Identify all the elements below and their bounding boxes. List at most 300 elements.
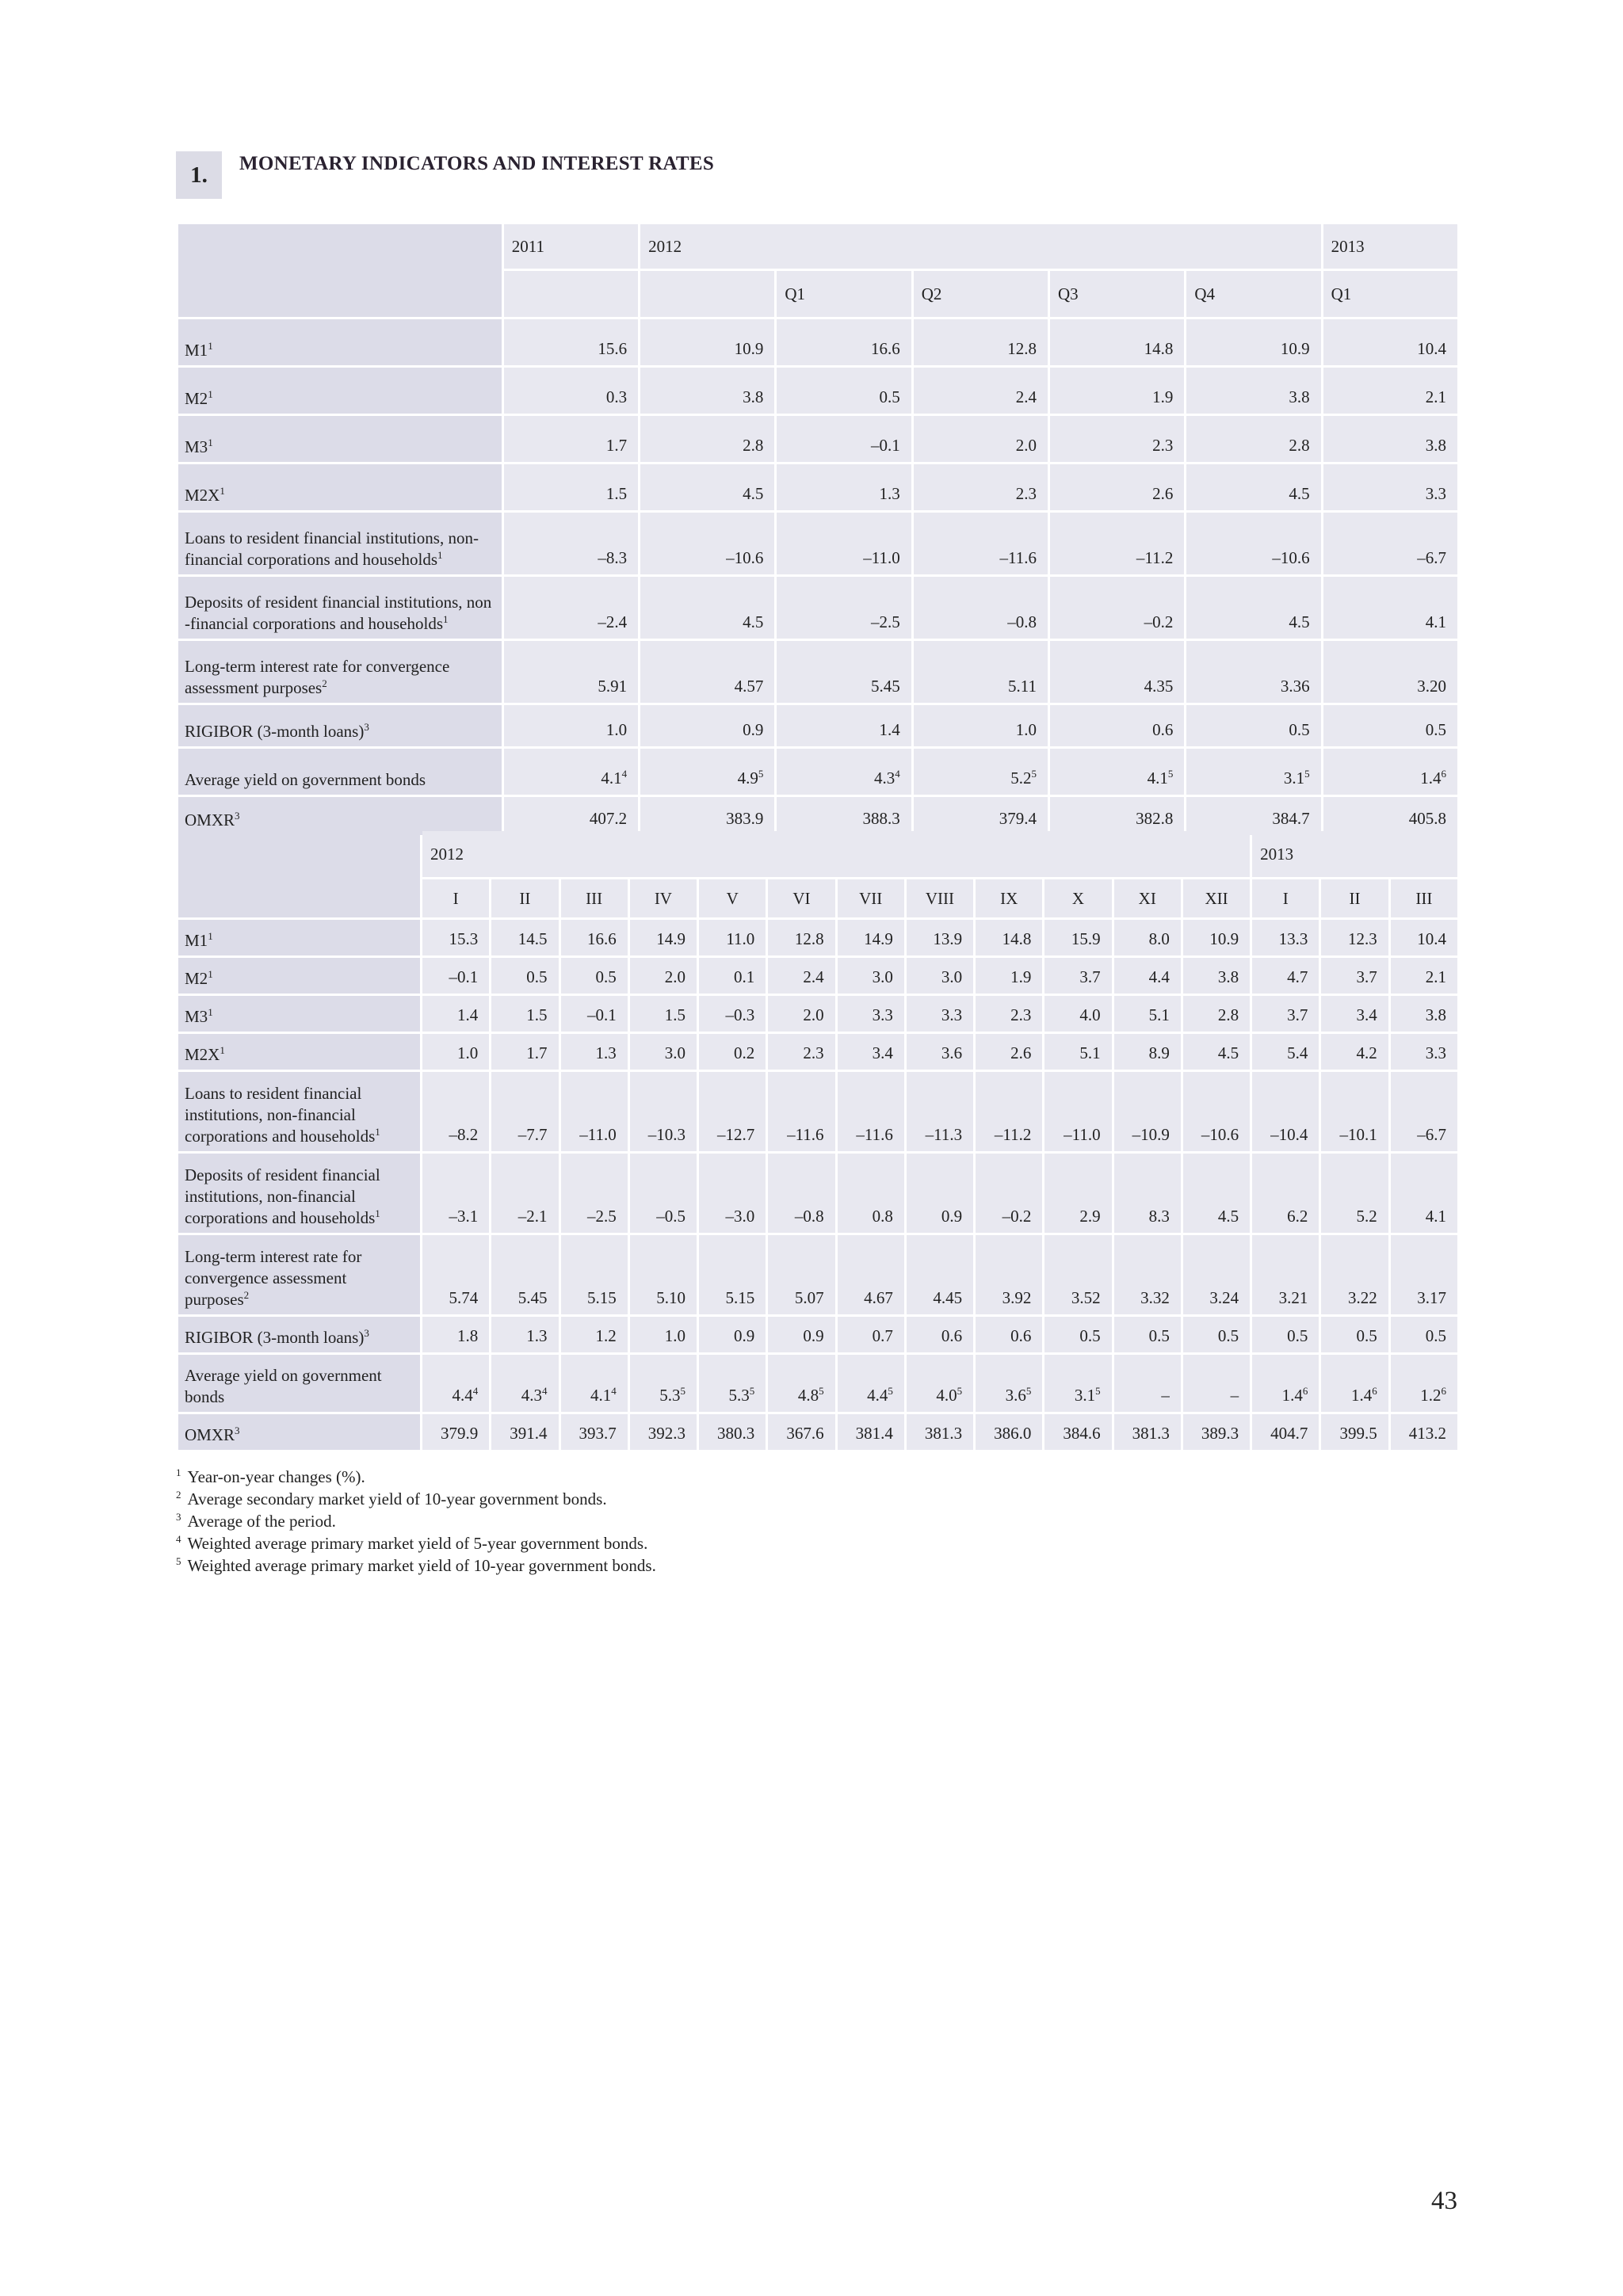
empty-header-cell <box>504 271 638 317</box>
table-cell <box>768 1355 834 1412</box>
cell-value: 10.4 <box>1417 339 1446 358</box>
cell-value: – <box>1161 1386 1170 1405</box>
table-cell <box>1114 1034 1181 1070</box>
table-cell <box>838 1414 904 1450</box>
cell-value: 14.8 <box>1144 339 1174 358</box>
footnote-ref: 1 <box>208 388 213 400</box>
table-cell <box>1252 1414 1319 1450</box>
row-label <box>178 958 420 994</box>
cell-value: –11.3 <box>925 1125 963 1144</box>
table-cell <box>699 1355 766 1412</box>
cell-value: 381.3 <box>1132 1424 1170 1443</box>
table-cell <box>561 1414 628 1450</box>
cell-value: 3.8 <box>1217 967 1239 986</box>
table-cell <box>1321 958 1388 994</box>
cell-value: 5.2 <box>1356 1207 1377 1226</box>
table-cell <box>1391 1235 1457 1314</box>
quarter-header: Q4 <box>1186 271 1320 317</box>
cell-value: 386.0 <box>994 1424 1032 1443</box>
cell-value: 5.1 <box>1079 1043 1101 1062</box>
month-header: I <box>422 879 489 917</box>
row-label-text: OMXR <box>185 810 235 830</box>
empty-header-cell <box>640 271 774 317</box>
cell-value: 4.5 <box>1217 1207 1239 1226</box>
table-cell <box>907 1235 973 1314</box>
table-cell <box>1114 1235 1181 1314</box>
table-cell <box>561 1072 628 1151</box>
cell-value: –10.9 <box>1132 1125 1170 1144</box>
table-cell <box>1183 920 1250 955</box>
cell-value: 1.9 <box>1010 967 1032 986</box>
cell-value: 3.6 <box>941 1043 963 1062</box>
cell-value: 10.9 <box>1280 339 1310 358</box>
cell-value: 1.5 <box>526 1005 548 1024</box>
table-cell <box>976 958 1042 994</box>
table-cell <box>768 1034 834 1070</box>
row-label <box>178 1414 420 1450</box>
table-cell <box>504 319 638 365</box>
cell-value: 2.6 <box>1010 1043 1032 1062</box>
table-row <box>178 513 1457 574</box>
cell-value: 2.3 <box>803 1043 824 1062</box>
cell-value: 407.2 <box>589 809 628 828</box>
cell-value: 15.9 <box>1071 929 1101 948</box>
table-cell <box>699 1072 766 1151</box>
table-cell <box>1114 996 1181 1032</box>
table-cell <box>777 705 911 746</box>
cell-value: 4.5 <box>743 612 764 631</box>
footnote-ref: 2 <box>322 677 327 689</box>
table-row <box>178 1317 1457 1352</box>
table-cell <box>1321 1235 1388 1314</box>
cell-value: 5.1 <box>1148 1005 1170 1024</box>
table-cell <box>1050 368 1184 414</box>
cell-value: 0.9 <box>941 1207 963 1226</box>
footnote-ref: 5 <box>888 1385 893 1397</box>
cell-value: –12.7 <box>717 1125 755 1144</box>
month-header: VI <box>768 879 834 917</box>
row-label-text: RIGIBOR (3-month loans) <box>185 722 365 741</box>
table-cell <box>1044 958 1111 994</box>
table-cell <box>1183 1034 1250 1070</box>
cell-value: –0.1 <box>449 967 479 986</box>
month-header: II <box>1321 879 1388 917</box>
month-header: XI <box>1114 879 1181 917</box>
cell-value: 388.3 <box>862 809 900 828</box>
cell-value: 1.4 <box>1350 1386 1373 1405</box>
table-cell <box>768 1414 834 1450</box>
row-label-text: Average yield on government bonds <box>185 770 426 789</box>
footnote-ref: 1 <box>437 549 443 561</box>
cell-value: 4.1 <box>1425 612 1446 631</box>
table-cell <box>1050 705 1184 746</box>
table-row <box>178 464 1457 510</box>
table-cell <box>561 1235 628 1314</box>
table-cell <box>914 749 1048 795</box>
table-cell <box>1252 1355 1319 1412</box>
cell-value: 2.3 <box>1015 484 1037 503</box>
cell-value: 405.8 <box>1408 809 1446 828</box>
cell-value: 367.6 <box>786 1424 824 1443</box>
cell-value: –0.2 <box>1144 612 1174 631</box>
cell-value: 1.2 <box>595 1326 617 1345</box>
cell-value: 5.91 <box>598 677 628 696</box>
cell-value: 8.3 <box>1148 1207 1170 1226</box>
header-corner <box>178 831 420 917</box>
month-header: X <box>1044 879 1111 917</box>
cell-value: –0.1 <box>587 1005 617 1024</box>
cell-value: –11.2 <box>1136 548 1174 567</box>
table-cell <box>838 996 904 1032</box>
cell-value: 13.9 <box>933 929 963 948</box>
cell-value: 2.8 <box>1289 436 1310 455</box>
footnote <box>176 1554 656 1577</box>
table-row <box>178 1414 1457 1450</box>
month-header: IV <box>630 879 697 917</box>
cell-value: 389.3 <box>1201 1424 1239 1443</box>
footnote <box>176 1488 656 1510</box>
table-cell <box>914 705 1048 746</box>
cell-value: 0.9 <box>803 1326 824 1345</box>
cell-value: 404.7 <box>1270 1424 1308 1443</box>
footnotes <box>176 1466 656 1577</box>
table-cell <box>1321 1072 1388 1151</box>
table-cell <box>1321 1317 1388 1352</box>
cell-value: 0.5 <box>595 967 617 986</box>
table-cell <box>976 1355 1042 1412</box>
cell-value: 4.45 <box>933 1288 963 1307</box>
table-cell <box>491 958 558 994</box>
cell-value: –0.5 <box>656 1207 686 1226</box>
footnote-ref: 5 <box>749 1385 755 1397</box>
row-label-text: Long-term interest rate for convergence assessment purposes <box>185 1247 362 1309</box>
cell-value: 0.5 <box>1289 720 1310 739</box>
footnote-ref: 1 <box>208 930 213 942</box>
cell-value: 16.6 <box>587 929 617 948</box>
table-cell <box>504 749 638 795</box>
table-cell <box>1183 1154 1250 1233</box>
table-cell <box>422 920 489 955</box>
cell-value: –6.7 <box>1417 1125 1446 1144</box>
table-cell <box>630 1414 697 1450</box>
table-cell <box>838 1072 904 1151</box>
table-cell <box>976 1317 1042 1352</box>
cell-value: 1.8 <box>456 1326 479 1345</box>
table-cell <box>1183 996 1250 1032</box>
cell-value: –11.0 <box>863 548 900 567</box>
table-cell <box>491 1235 558 1314</box>
cell-value: 14.5 <box>517 929 548 948</box>
page-number: 43 <box>1431 2187 1457 2215</box>
footnote-ref: 1 <box>443 613 449 625</box>
cell-value: 399.5 <box>1339 1424 1377 1443</box>
cell-value: 4.4 <box>1148 967 1170 986</box>
table-cell <box>630 1235 697 1314</box>
cell-value: 384.7 <box>1272 809 1310 828</box>
table-cell <box>976 1235 1042 1314</box>
cell-value: 4.1 <box>590 1386 612 1405</box>
cell-value: 2.4 <box>1015 387 1037 406</box>
table-cell <box>1323 577 1457 639</box>
cell-value: –10.6 <box>726 548 764 567</box>
footnote-ref: 1 <box>208 968 213 980</box>
table-cell <box>1323 416 1457 462</box>
table-cell <box>914 319 1048 365</box>
table-cell <box>914 368 1048 414</box>
cell-value: 0.5 <box>1217 1326 1239 1345</box>
table-cell <box>640 416 774 462</box>
table-cell <box>1391 1414 1457 1450</box>
table-cell <box>561 958 628 994</box>
cell-value: 0.5 <box>1425 720 1446 739</box>
table-cell <box>777 464 911 510</box>
footnote-ref: 5 <box>1095 1385 1101 1397</box>
cell-value: 1.9 <box>1152 387 1174 406</box>
table-cell <box>630 1072 697 1151</box>
cell-value: 0.5 <box>1287 1326 1308 1345</box>
table-cell <box>777 319 911 365</box>
cell-value: 15.3 <box>449 929 479 948</box>
cell-value: 1.0 <box>456 1043 479 1062</box>
table-cell <box>1114 1154 1181 1233</box>
table-cell <box>1050 577 1184 639</box>
cell-value: 381.4 <box>855 1424 893 1443</box>
table-row <box>178 577 1457 639</box>
cell-value: 0.2 <box>734 1043 755 1062</box>
cell-value: 1.0 <box>1015 720 1037 739</box>
table-cell <box>491 1414 558 1450</box>
table-row <box>178 958 1457 994</box>
table-cell <box>1391 958 1457 994</box>
cell-value: 2.4 <box>803 967 824 986</box>
cell-value: 14.8 <box>1002 929 1032 948</box>
table-cell <box>1044 1414 1111 1450</box>
cell-value: 4.8 <box>797 1386 819 1405</box>
table-cell <box>907 1072 973 1151</box>
cell-value: 16.6 <box>870 339 900 358</box>
cell-value: 0.5 <box>1425 1326 1446 1345</box>
row-label-text: M2X <box>185 486 220 505</box>
table-cell <box>504 368 638 414</box>
cell-value: –10.1 <box>1339 1125 1377 1144</box>
month-header: I <box>1252 879 1319 917</box>
table-cell <box>640 464 774 510</box>
cell-value: 6.2 <box>1287 1207 1308 1226</box>
year-header: 2012 <box>640 224 1321 269</box>
table-cell <box>1391 1154 1457 1233</box>
table-cell <box>1186 641 1320 703</box>
row-label-text: Loans to resident financial institutions, non-financial corporations and households <box>185 1084 376 1146</box>
table-row <box>178 705 1457 746</box>
cell-value: –11.0 <box>579 1125 617 1144</box>
footnote-ref: 3 <box>364 1327 369 1339</box>
cell-value: 0.1 <box>734 967 755 986</box>
table-cell <box>1044 1355 1111 1412</box>
footnote-number: 3 <box>176 1511 181 1523</box>
table-cell <box>976 996 1042 1032</box>
table-cell <box>561 1034 628 1070</box>
cell-value: 3.8 <box>1425 1005 1446 1024</box>
row-label <box>178 1154 420 1233</box>
cell-value: 3.3 <box>941 1005 963 1024</box>
row-label-text: Deposits of resident financial institutions, non-financial corporations and households <box>185 1165 380 1227</box>
table-cell <box>422 1317 489 1352</box>
cell-value: 4.67 <box>864 1288 893 1307</box>
cell-value: –8.2 <box>449 1125 479 1144</box>
cell-value: –2.5 <box>870 612 900 631</box>
table-cell <box>1323 641 1457 703</box>
table-cell <box>1044 1317 1111 1352</box>
row-label <box>178 1355 420 1412</box>
table-cell <box>491 1154 558 1233</box>
cell-value: 3.3 <box>1425 484 1446 503</box>
table-cell <box>1050 641 1184 703</box>
table-cell <box>699 1154 766 1233</box>
cell-value: 3.0 <box>664 1043 686 1062</box>
footnote-ref: 1 <box>208 437 213 448</box>
cell-value: –6.7 <box>1417 548 1446 567</box>
table-cell <box>768 1317 834 1352</box>
table-cell <box>976 1072 1042 1151</box>
cell-value: –2.5 <box>587 1207 617 1226</box>
table-cell <box>699 1317 766 1352</box>
row-label-text: Loans to resident financial institutions, non-financial corporations and households <box>185 528 479 569</box>
cell-value: 5.15 <box>725 1288 755 1307</box>
table-cell <box>1252 1317 1319 1352</box>
table-cell <box>1044 1154 1111 1233</box>
table-row <box>178 1154 1457 1233</box>
cell-value: 0.5 <box>526 967 548 986</box>
cell-value: 5.45 <box>517 1288 548 1307</box>
quarter-header: Q3 <box>1050 271 1184 317</box>
month-header: V <box>699 879 766 917</box>
footnote-ref: 3 <box>364 721 369 733</box>
cell-value: 1.4 <box>456 1005 479 1024</box>
cell-value: 4.7 <box>1287 967 1308 986</box>
table-cell <box>1114 1072 1181 1151</box>
month-header: II <box>491 879 558 917</box>
table-cell <box>1114 920 1181 955</box>
cell-value: 1.4 <box>1281 1386 1303 1405</box>
table-cell <box>561 1154 628 1233</box>
table-cell <box>504 416 638 462</box>
cell-value: 1.2 <box>1420 1386 1442 1405</box>
cell-value: 2.3 <box>1152 436 1174 455</box>
cell-value: 4.35 <box>1144 677 1174 696</box>
section-title: MONETARY INDICATORS AND INTEREST RATES <box>239 153 715 174</box>
cell-value: 3.3 <box>872 1005 893 1024</box>
cell-value: –0.3 <box>725 1005 755 1024</box>
footnote-ref: 5 <box>1304 768 1310 780</box>
footnote-ref: 4 <box>472 1385 479 1397</box>
footnote-ref: 1 <box>208 340 213 352</box>
footnote-text: Weighted average primary market yield of 5-year government bonds. <box>187 1534 648 1553</box>
table-cell <box>699 996 766 1032</box>
cell-value: 5.3 <box>728 1386 750 1405</box>
cell-value: 12.8 <box>1007 339 1037 358</box>
cell-value: 3.7 <box>1287 1005 1308 1024</box>
cell-value: 15.6 <box>598 339 628 358</box>
cell-value: 4.0 <box>1079 1005 1101 1024</box>
table-cell <box>1323 319 1457 365</box>
table-cell <box>838 1154 904 1233</box>
table-row <box>178 749 1457 795</box>
footnote-text: Average of the period. <box>187 1512 336 1531</box>
footnote-ref: 5 <box>819 1385 824 1397</box>
table-cell <box>640 319 774 365</box>
table-cell <box>1252 958 1319 994</box>
table-cell <box>838 920 904 955</box>
table-cell <box>838 1235 904 1314</box>
month-header: III <box>561 879 628 917</box>
table-cell <box>1183 1072 1250 1151</box>
table-cell <box>1050 464 1184 510</box>
table-cell <box>491 1034 558 1070</box>
year-header: 2012 <box>422 831 1250 877</box>
cell-value: –0.2 <box>1002 1207 1032 1226</box>
row-label-text: M2 <box>185 389 208 408</box>
table-cell <box>491 1317 558 1352</box>
table-cell <box>838 958 904 994</box>
cell-value: –0.8 <box>1007 612 1037 631</box>
cell-value: 3.4 <box>872 1043 893 1062</box>
table-cell <box>768 920 834 955</box>
table-cell <box>1323 705 1457 746</box>
cell-value: 4.57 <box>734 677 764 696</box>
cell-value: 4.1 <box>601 769 622 788</box>
footnote-number: 1 <box>176 1466 181 1478</box>
row-label <box>178 920 420 955</box>
cell-value: 3.92 <box>1002 1288 1032 1307</box>
cell-value: 3.4 <box>1356 1005 1377 1024</box>
row-label <box>178 319 502 365</box>
table-cell <box>777 416 911 462</box>
footnote-ref: 5 <box>758 768 764 780</box>
cell-value: 5.4 <box>1287 1043 1308 1062</box>
row-label <box>178 1034 420 1070</box>
cell-value: 4.3 <box>521 1386 542 1405</box>
table-cell <box>907 958 973 994</box>
footnote-ref: 5 <box>680 1385 686 1397</box>
cell-value: 0.9 <box>743 720 764 739</box>
cell-value: 3.32 <box>1140 1288 1170 1307</box>
cell-value: –10.4 <box>1270 1125 1308 1144</box>
row-label <box>178 464 502 510</box>
table-cell <box>1183 1355 1250 1412</box>
table-cell <box>1044 1235 1111 1314</box>
cell-value: 2.0 <box>1015 436 1037 455</box>
table-cell <box>699 1034 766 1070</box>
cell-value: 2.9 <box>1079 1207 1101 1226</box>
table-cell <box>914 464 1048 510</box>
table-cell <box>1050 319 1184 365</box>
table-row <box>178 996 1457 1032</box>
table-cell <box>561 1355 628 1412</box>
cell-value: 12.8 <box>794 929 824 948</box>
month-header: XII <box>1183 879 1250 917</box>
table-cell <box>1044 1034 1111 1070</box>
table-cell <box>914 416 1048 462</box>
table-cell <box>1252 1072 1319 1151</box>
row-label <box>178 1235 420 1314</box>
cell-value: 5.07 <box>794 1288 824 1307</box>
cell-value: 4.5 <box>743 484 764 503</box>
table-cell <box>1321 1154 1388 1233</box>
cell-value: 3.7 <box>1356 967 1377 986</box>
cell-value: 0.5 <box>1356 1326 1377 1345</box>
cell-value: – <box>1230 1386 1239 1405</box>
cell-value: 4.5 <box>1289 612 1310 631</box>
